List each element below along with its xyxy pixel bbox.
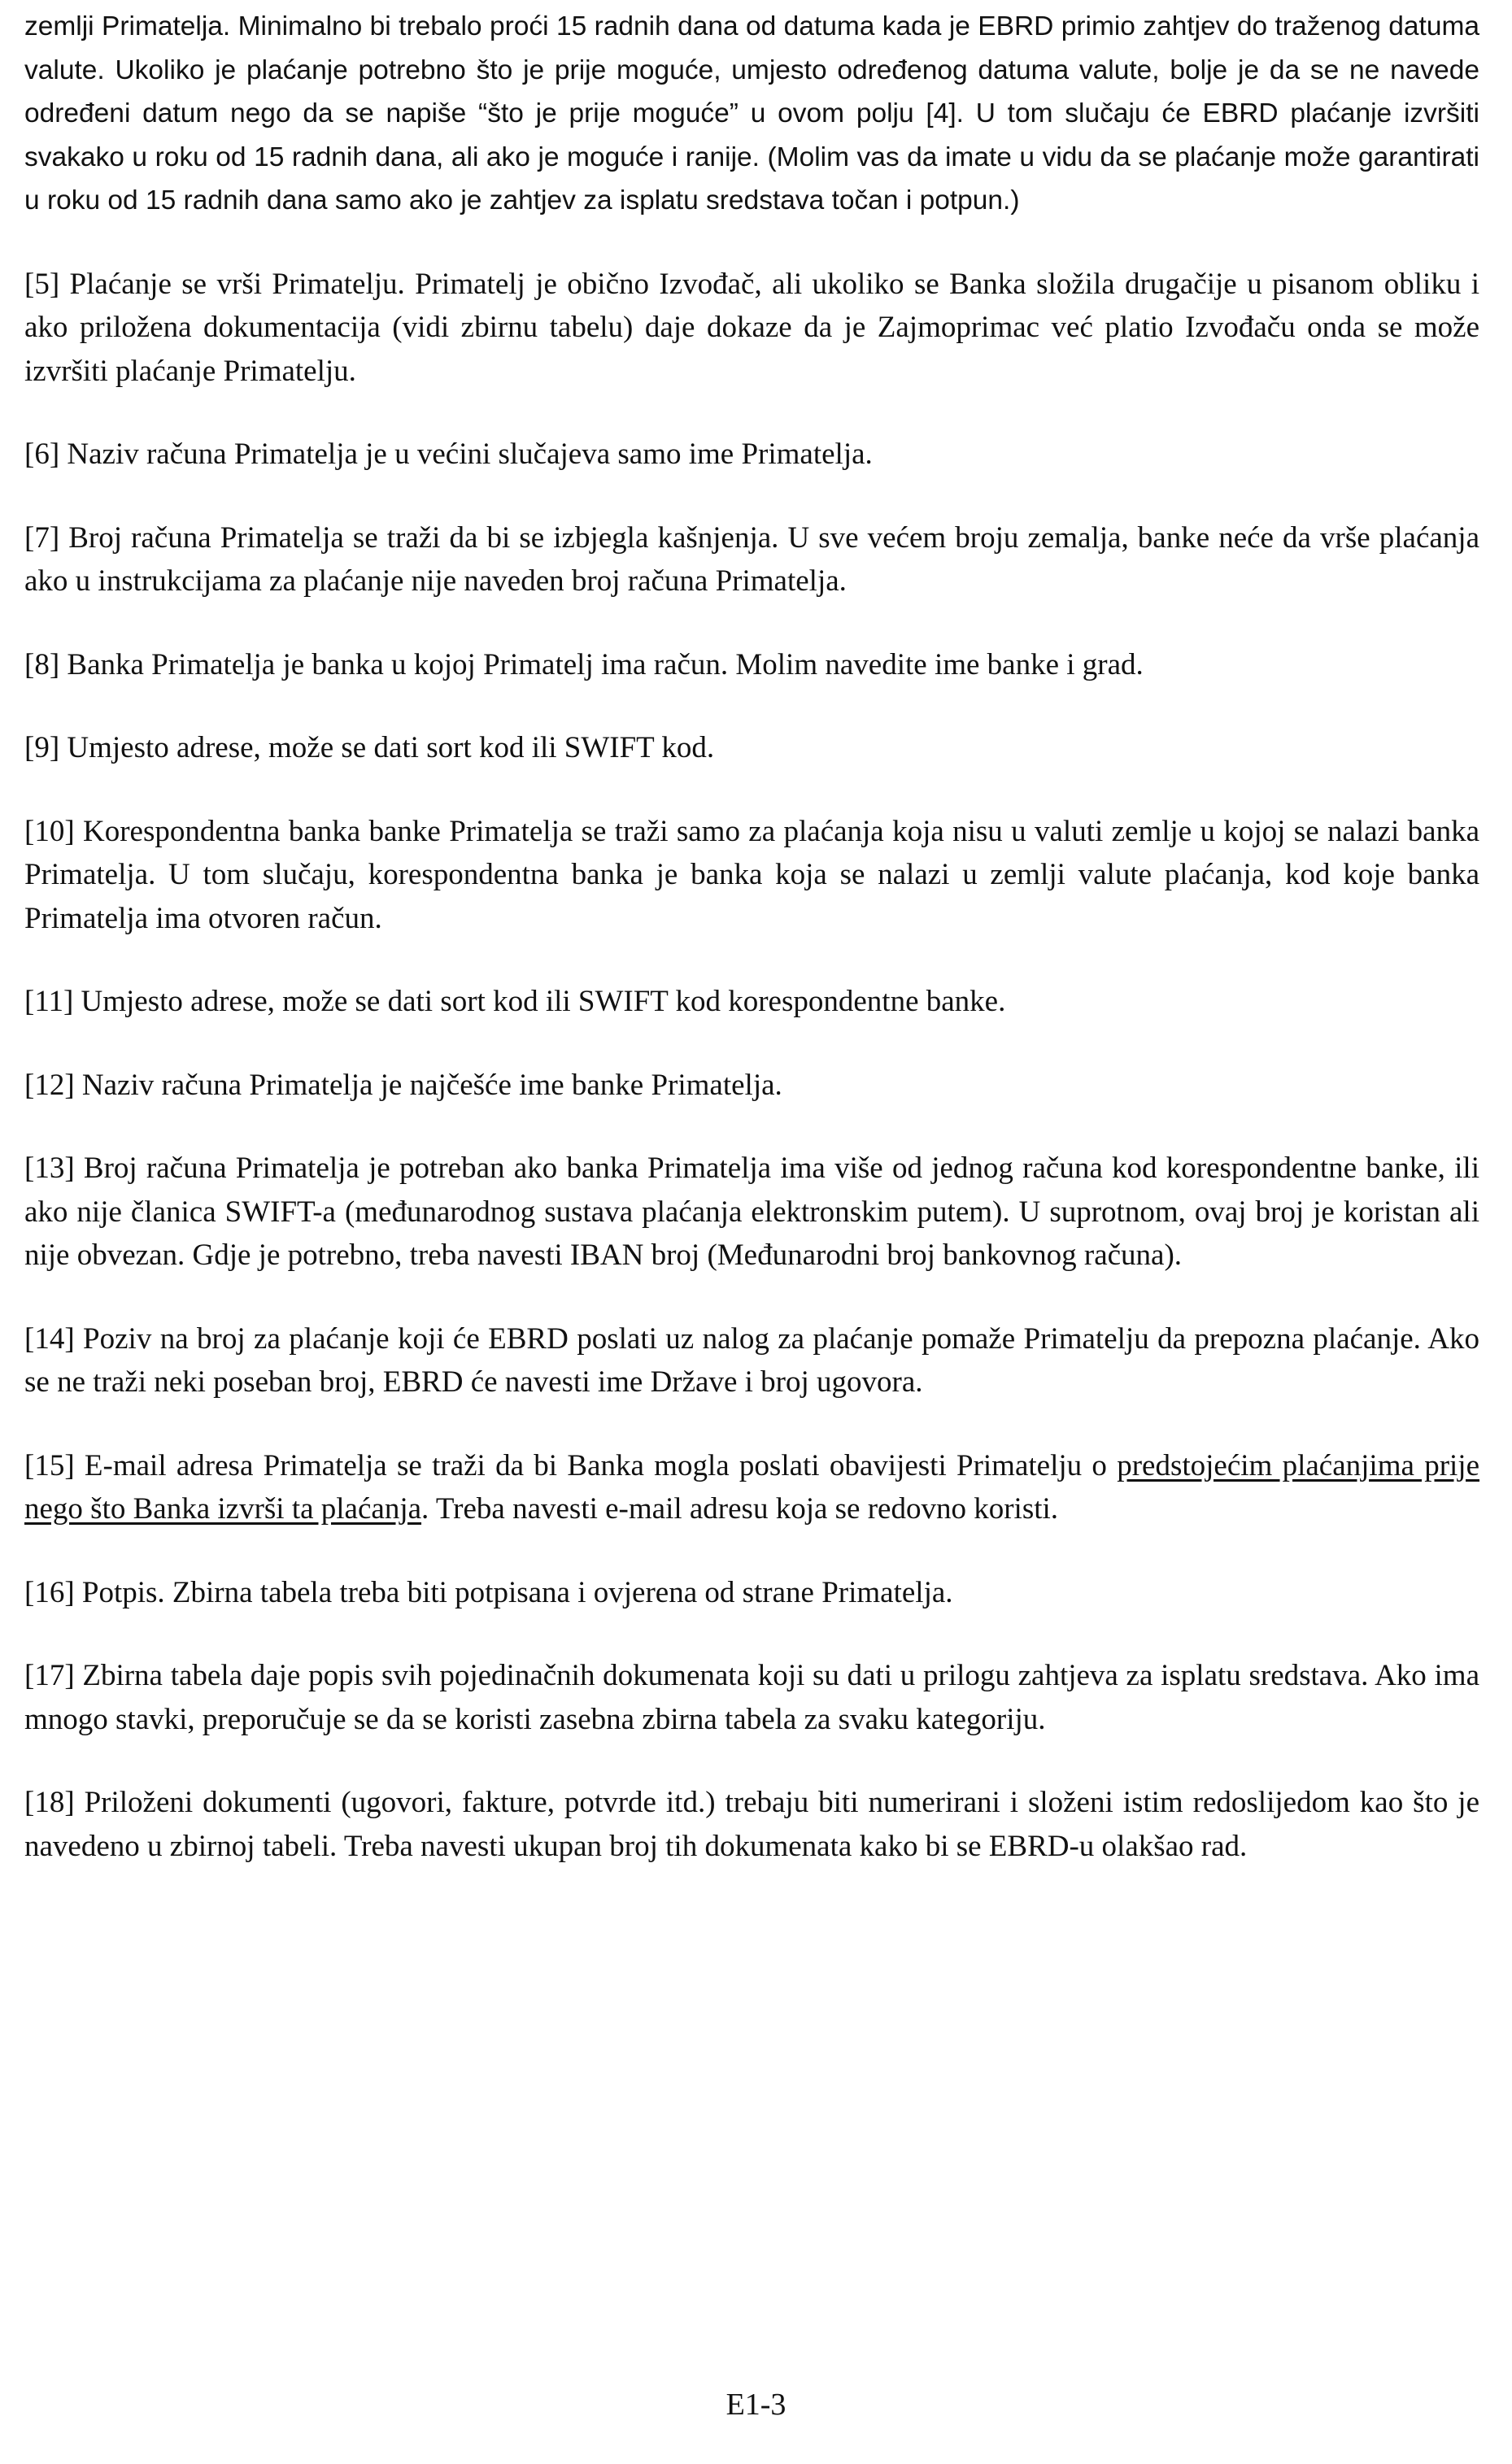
paragraph-16: [16] Potpis. Zbirna tabela treba biti potpisana i ovjerena od strane Primatelja. bbox=[24, 1575, 953, 1609]
paragraph-5: [5] Plaćanje se vrši Primatelju. Primatelj je obično Izvođač, ali ukoliko se Banka složila drugačije u pisanom obliku i ako priložena dokumentacija (vidi zbirnu tabelu) daje dokaze da je Zajmoprimac već platio Izvođaču onda se može izvršiti plaćanje Primatelju. bbox=[24, 267, 1479, 388]
page-number: E1-3 bbox=[725, 2388, 787, 2422]
paragraph-15 bbox=[24, 1444, 1479, 1531]
paragraph-15-text: [15] E-mail adresa Primatelja se traži da bi Banka mogla poslati obavijesti Primatelju o bbox=[24, 1448, 1118, 1482]
paragraph-12: [12] Naziv računa Primatelja je najčešće ime banke Primatelja. bbox=[24, 1068, 782, 1102]
paragraph-8: [8] Banka Primatelja je banka u kojoj Primatelj ima račun. Molim navedite ime banke i grad. bbox=[24, 647, 1144, 681]
paragraph-18: [18] Priloženi dokumenti (ugovori, fakture, potvrde itd.) trebaju biti numerirani i složeni istim redoslijedom kao što je navedeno u zbirnoj tabeli. Treba navesti ukupan broj tih dokumenata kako bi se EBRD-u olakšao rad. bbox=[24, 1786, 1479, 1863]
paragraph-15-tail: . Treba navesti e-mail adresu koja se redovno koristi. bbox=[421, 1492, 1059, 1526]
paragraph-continuation: zemlji Primatelja. Minimalno bi trebalo proći 15 radnih dana od datuma kada je EBRD primio zahtjev do traženog datuma valute. Ukoliko je plaćanje potrebno što je prije moguće, umjesto određenog datuma valute, bolje je da se ne navede određeni datum nego da se napiše “što je prije moguće” u ovom polju [4]. U tom slučaju će EBRD plaćanje izvršiti svakako u roku od 15 radnih dana, ali ako je moguće i ranije. (Molim vas da imate u vidu da se plaćanje može garantirati u roku od 15 radnih dana samo ako je zahtjev za isplatu sredstava točan i potpun.) bbox=[24, 11, 1479, 215]
paragraph-9: [9] Umjesto adrese, može se dati sort kod ili SWIFT kod. bbox=[24, 731, 715, 764]
paragraph-14: [14] Poziv na broj za plaćanje koji će EBRD poslati uz nalog za plaćanje pomaže Primatelju da prepozna plaćanje. Ako se ne traži neki poseban broj, EBRD će navesti ime Države i broj ugovora. bbox=[24, 1321, 1479, 1399]
paragraph-11: [11] Umjesto adrese, može se dati sort kod ili SWIFT kod korespondentne banke. bbox=[24, 985, 1006, 1018]
paragraph-17: [17] Zbirna tabela daje popis svih pojedinačnih dokumenata koji su dati u prilogu zahtjeva za isplatu sredstava. Ako ima mnogo stavki, preporučuje se da se koristi zasebna zbirna tabela za svaku kategoriju. bbox=[24, 1659, 1479, 1736]
paragraph-6: [6] Naziv računa Primatelja je u većini slučajeva samo ime Primatelja. bbox=[24, 438, 873, 471]
paragraph-7: [7] Broj računa Primatelja se traži da bi se izbjegla kašnjenja. U sve većem broju zemalja, banke neće da vrše plaćanja ako u instrukcijama za plaćanje nije naveden broj računa Primatelja. bbox=[24, 520, 1479, 598]
paragraph-15-underlined: predstojećim plaćanjima prije nego što Banka izvrši ta plaćanja bbox=[24, 1448, 1479, 1526]
document-body bbox=[24, 5, 1479, 1908]
paragraph-13: [13] Broj računa Primatelja je potreban ako banka Primatelja ima više od jednog računa kod korespondentne banke, ili ako nije članica SWIFT-a (međunarodnog sustava plaćanja elektronskim putem). U suprotnom, ovaj broj je koristan ali nije obvezan. Gdje je potrebno, treba navesti IBAN broj (Međunarodni broj bankovnog računa). bbox=[24, 1151, 1479, 1272]
paragraph-10: [10] Korespondentna banka banke Primatelja se traži samo za plaćanja koja nisu u valuti zemlje u kojoj se nalazi banka Primatelja. U tom slučaju, korespondentna banka je banka koja se nalazi u zemlji valute plaćanja, kod koje banka Primatelja ima otvoren račun. bbox=[24, 814, 1479, 935]
